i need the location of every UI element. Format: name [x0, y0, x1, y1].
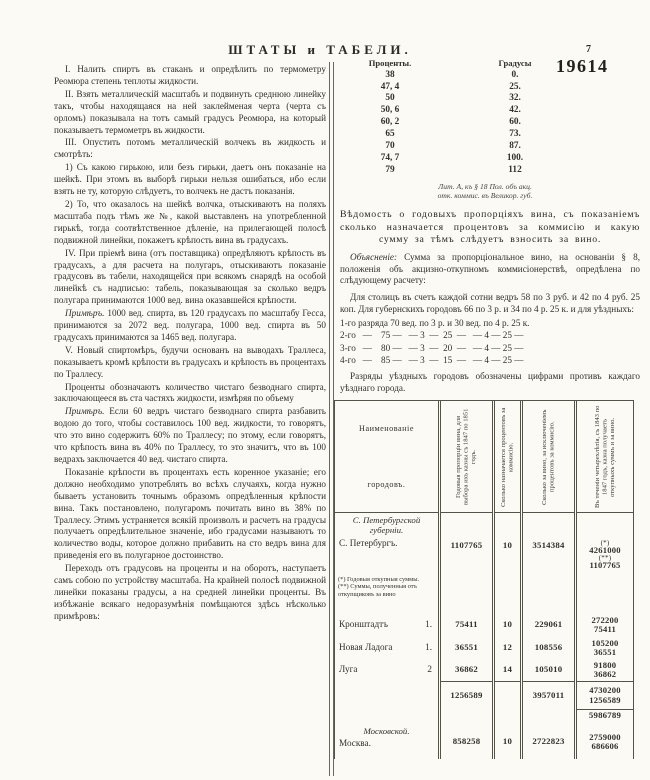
degrees-header-percent: Проценты.	[368, 58, 412, 68]
wine-spb: 3514384	[532, 540, 565, 551]
table-footnotes	[335, 575, 438, 613]
column-wine	[520, 401, 574, 759]
degrees-row: 50 32.	[385, 93, 521, 104]
paragraph-12: Переходъ отъ градусовъ на проценты и на оборотъ, наступаетъ самъ собою по устройству масштаба. На крайней полосѣ подвижной линейки показаны градусы, а на средней линейки проценты. Въ избѣжаніе всякаго недоразумѣнія помѣщаются здѣсь нѣсколько примѣровъ:	[54, 563, 326, 621]
city-moscow: Московской. Москва.	[335, 725, 438, 759]
paragraph-9: Проценты обозначаютъ количество чистаго безводнаго спирта, заключающееся въ ста частяхъ жидкости, измѣряя по объему	[54, 381, 326, 404]
paragraph-2: II. Взять металлическій масштабъ и подвинуть среднюю линейку такъ, чтобы находящаяся на ней заклейменая черта (черта съ орломъ) показывала на тотъ самый градусъ Реомюра, на который показываетъ термометръ въ жидкости.	[54, 88, 326, 135]
left-text-column	[54, 64, 326, 624]
gubernia-label-spb: С. Петербургской губерніи.	[352, 515, 421, 536]
explanation-paragraph: Объясненіе: Сумма за пропорціональное вино, на основаніи § 8, положенія объ акцизно-откупномъ коммисіонерствѣ, опредѣлена по слѣдующему расчету:	[340, 252, 640, 286]
paragraph-7: Примѣръ. 1000 вед. спирта, въ 120 градусахъ по масштабу Гесса, принимаются за 2072 вед. полугара, 1000 вед. спирта въ 50 градусахъ принимаются за 1465 вед. полугара.	[54, 308, 326, 342]
footnote-wine: (**) Суммы, полученныя отъ откупщиковъ за вино	[338, 583, 417, 598]
city-novaya-ladoga: Новая Ладога 1.	[339, 642, 432, 653]
header-proportion: Годовыя пропорціи вина, для выбора ихъ казны съ 1847 по 1851 годъ.	[441, 401, 492, 513]
header-percent: Сколько назначается процентовъ за коммисію.	[495, 401, 520, 513]
paragraph-4: 1) Съ какою гирькою, или безъ гирьки, даетъ онъ показаніе на шейкѣ. При этомъ въ выборѣ гирьки нельзя ошибаться, ибо если взять не ту, которую слѣдуетъ, то волчекъ не дастъ показанія.	[54, 162, 326, 197]
paragraph-11: Показаніе крѣпости въ процентахъ есть коренное указаніе; его должно необходимо употреблять во всѣхъ случаяхъ, когда нужно бываетъ установить точнымъ образомъ опредѣленныя крѣпости вина. Такъ постановлено, полугаромъ почитать вино въ 38% по Траллесу. Этимъ устраняется всякій произволъ и расчетъ на градусы получаетъ опредѣлительное значеніе, ибо градусами называютъ то количество воды, которое должно прибавить на сто ведръ вина для приведенія его въ полугарное достоинство.	[54, 466, 326, 561]
degrees-row: 47, 4 25.	[380, 81, 521, 92]
sums-spb: (*) 4261000 (**) 1107765	[589, 538, 621, 571]
percent-ladoga: 12	[502, 642, 513, 653]
razryad-line: 1-го разряда 70 вед. по 3 р. и 30 вед. по 4 р. 25 к.	[340, 318, 530, 329]
proportion-spb: 1107765	[450, 540, 483, 551]
proportion-kronstadt: 75411	[455, 619, 478, 630]
percent-spb: 10	[502, 540, 513, 551]
degrees-row: 50, 6 42.	[380, 105, 521, 116]
degrees-row: 79 112	[385, 164, 522, 175]
razryad-list	[340, 317, 640, 366]
header-wine: Сколько за вино, за исключеніемъ процентовъ за коммисію.	[523, 401, 574, 513]
city-spb: С. Петербургъ.	[339, 538, 398, 549]
page-number: 7	[586, 44, 591, 55]
wine-total: 3957011	[523, 681, 574, 709]
gubernia-label-moscow: Московской.	[363, 726, 410, 737]
paragraph-6: IV. При пріемѣ вина (отъ поставщика) опредѣляютъ крѣпость въ градусахъ, а для расчета на полугаръ, отыскиваютъ показаніе градусовъ въ табели, находящейся при всякомъ снарядѣ на особой линейкѣ съ надписью: табель, показывающая за сколько ведръ полугара принимаются 1000 вед. вина оказавшейся крѣпости.	[54, 247, 326, 306]
degrees-row: 60, 2 60.	[380, 117, 521, 128]
wine-moscow: 2722823	[532, 736, 565, 747]
paragraph-3: III. Опустить потомъ металлическій волчекъ въ жидкость и смотрѣть:	[54, 137, 326, 160]
header-fouryear: Въ теченіи четырехлѣтія, съ 1843 по 1847 годъ, казна получаетъ откупныхъ суммъ и за вино.	[577, 401, 633, 513]
right-text-column	[340, 58, 640, 759]
explanation-lead: Объясненіе:	[350, 252, 398, 263]
razryad-line: 3-го — 80 — — 3 — 20 — — 4 — 25 —	[340, 342, 524, 353]
degrees-header-row	[340, 58, 600, 70]
grand-total: 5986789	[577, 709, 633, 721]
sums-luga: 91800 36862	[593, 659, 617, 680]
percent-moscow: 10	[502, 736, 513, 747]
column-percent	[492, 401, 520, 759]
column-proportion	[438, 401, 492, 759]
percent-degrees-table	[340, 58, 600, 177]
degrees-row: 65 73.	[385, 129, 521, 140]
doc-number: 19614	[556, 56, 609, 76]
paragraph-1: I. Налить спиртъ въ стаканъ и опредѣлить по термометру Реомюра степень теплоты жидкости.	[54, 64, 326, 86]
source-reference-note: Лит. А, къ § 18 Пол. объ акц. отк. коммис. въ Великор. губ.	[437, 181, 533, 200]
degrees-row: 38 0.	[385, 69, 519, 80]
sums-total: 4730200 1256589	[577, 681, 633, 709]
degrees-header-degrees: Градусы	[498, 58, 532, 68]
calculation-paragraph: Для столицъ въ счетъ каждой сотни ведръ 58 по 3 руб. и 42 по 4 руб. 25 коп. Для губернскихъ городовъ 66 по 3 р. и 34 по 4 р. 25 к. и для уѣздныхъ:	[340, 291, 640, 314]
percent-kronstadt: 10	[502, 619, 513, 630]
paragraph-8: V. Новый спиртомѣръ, будучи основанъ на выводахъ Траллеса, показываетъ кромѣ крѣпости въ градусахъ и крѣпость въ процентахъ по Траллесу.	[54, 344, 326, 379]
razryad-line: 4-го — 85 — — 3 — 15 — — 4 — 25 —	[340, 354, 524, 365]
sums-moscow: 2759000 686606	[589, 731, 621, 752]
percent-luga: 14	[502, 664, 513, 675]
proportion-total: 1256589	[441, 681, 492, 709]
page-title: ШТАТЫ и ТАБЕЛИ.	[228, 42, 412, 57]
column-fouryear	[574, 401, 634, 759]
vedomost-heading: Вѣдомость о годовыхъ пропорціяхъ вина, съ показаніемъ сколько назначается процентовъ за коммисію и какую сумму за тѣмъ слѣдуетъ взносить за вино.	[340, 208, 640, 246]
razryad-line: 2-го — 75 — — 3 — 25 — — 4 — 25 —	[340, 330, 524, 341]
city-luga: Луга 2	[339, 664, 432, 675]
proportion-luga: 36862	[455, 664, 478, 675]
wine-ladoga: 108556	[534, 642, 563, 653]
wine-kronstadt: 229061	[534, 619, 563, 630]
degrees-row: 70 87.	[385, 141, 521, 152]
city-kronstadt: Кронштадтъ 1.	[339, 619, 432, 630]
proportion-moscow: 858258	[452, 736, 481, 747]
degrees-row: 74, 7 100.	[380, 152, 524, 163]
proportion-ladoga: 36551	[455, 642, 478, 653]
razryad-note: Разряды уѣздныхъ городовъ обозначены цифрами противъ каждаго уѣзднаго города.	[340, 370, 640, 393]
sums-kronstadt: 272200 75411	[591, 614, 619, 635]
paragraph-5: 2) То, что оказалось на шейкѣ волчка, отыскиваютъ на поляхъ масштаба подъ тѣмъ же №, какой выставленъ на употребленной гирькѣ, тогда соотвѣтственное дѣленіе, на прилегающей полосѣ подвижной линейки, покажетъ крѣпость вина въ градусахъ.	[54, 198, 326, 245]
header-cities: Наименованіе городовъ.	[335, 401, 438, 513]
footnote-otkup: (*) Годовыя откупныя суммы.	[338, 576, 420, 584]
city-proportions-table	[334, 400, 634, 759]
column-cities	[334, 401, 438, 759]
wine-luga: 105010	[534, 664, 563, 675]
paragraph-10: Примѣръ. Если 60 ведръ чистаго безводнаго спирта разбавить водою до того, чтобы составилось 100 вед. жидкости, то говорятъ, что это вино содержитъ 60% по Траллесу; по этому, если говорятъ, что крѣпость вина въ 40% по Траллесу, то это значитъ, что въ 100 ведрахъ заключается 40 вед. чистаго спирта.	[54, 406, 326, 464]
sums-ladoga: 105200 36551	[591, 637, 619, 658]
